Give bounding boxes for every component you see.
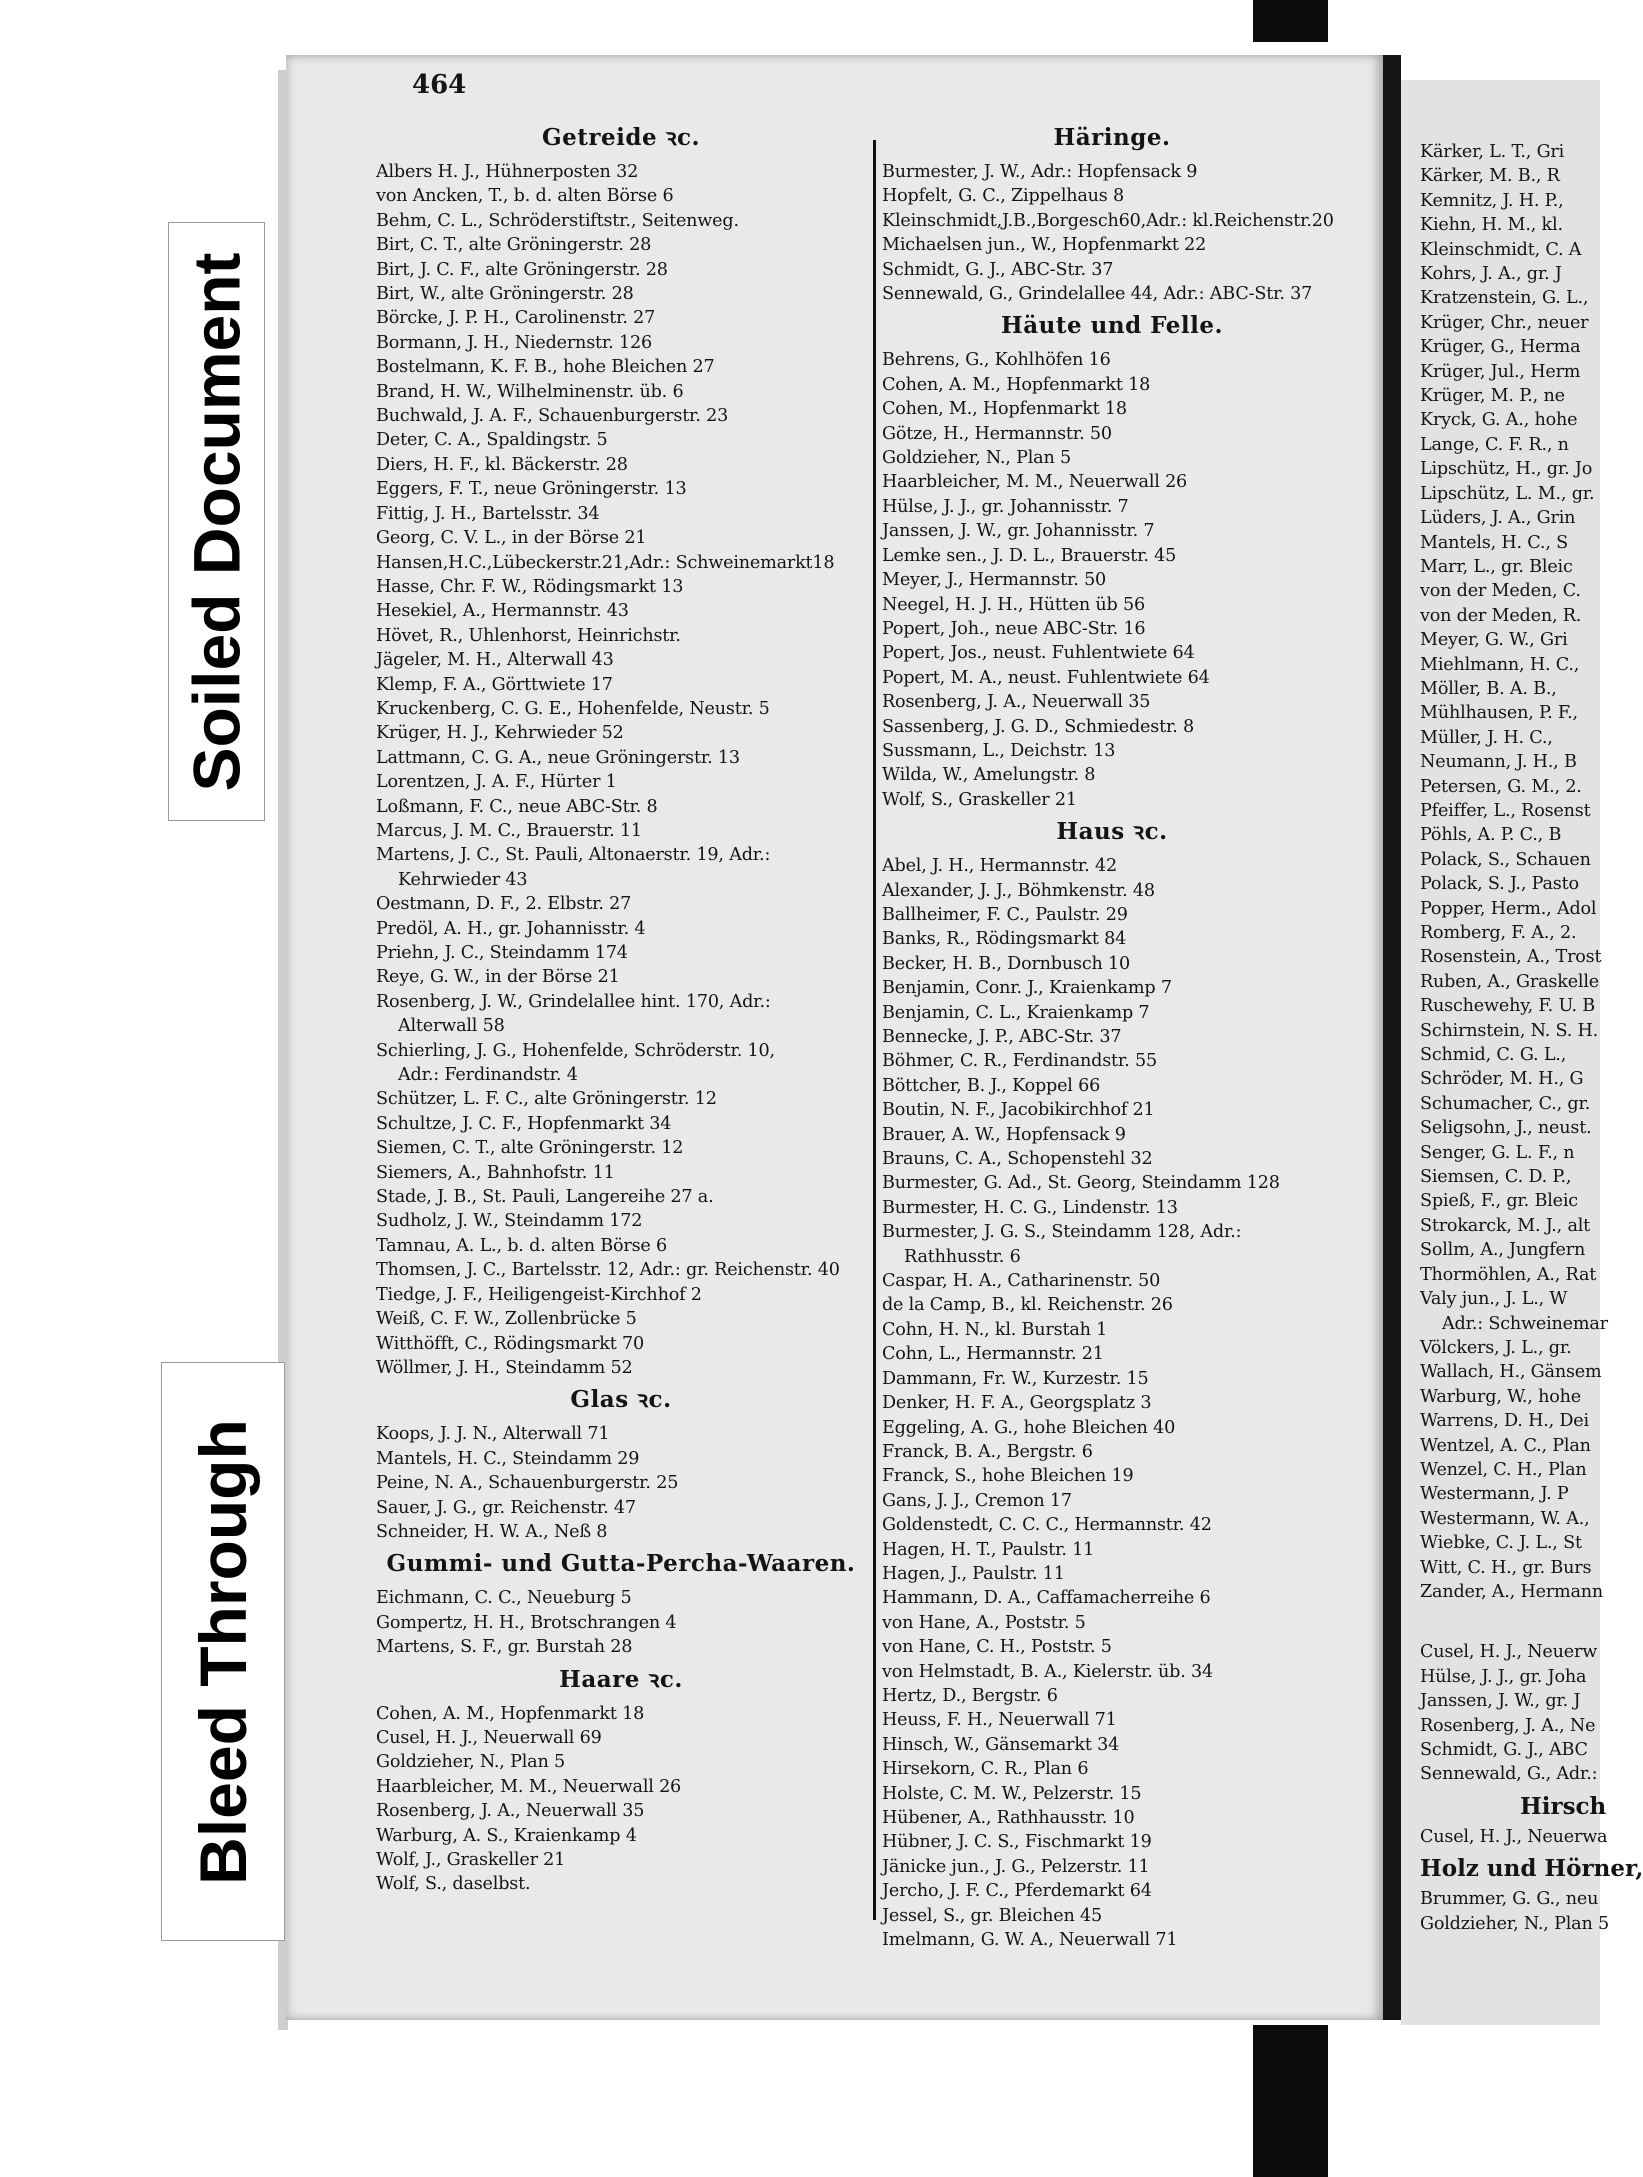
directory-entry: Krüger, H. J., Kehrwieder 52 xyxy=(376,723,624,744)
directory-entry: Caspar, H. A., Catharinenstr. 50 xyxy=(882,1271,1161,1292)
directory-entry: Valy jun., J. L., W xyxy=(1420,1289,1568,1310)
directory-entry: Bormann, J. H., Niedernstr. 126 xyxy=(376,332,652,353)
directory-entry: Mantels, H. C., Steindamm 29 xyxy=(376,1448,640,1469)
directory-entry: Hövet, R., Uhlenhorst, Heinrichstr. xyxy=(376,625,681,646)
directory-entry: von der Meden, R. xyxy=(1420,605,1582,626)
directory-entry: Hinsch, W., Gänsemarkt 34 xyxy=(882,1734,1120,1755)
directory-entry: Peine, N. A., Schauenburgerstr. 25 xyxy=(376,1473,679,1494)
directory-entry: Müller, J. H. C., xyxy=(1420,727,1553,748)
directory-entry: Janssen, J. W., gr. J xyxy=(1420,1691,1581,1712)
directory-entry: von Helmstadt, B. A., Kielerstr. üb. 34 xyxy=(882,1661,1213,1682)
section-heading: Haus ꝛc. xyxy=(1056,818,1168,846)
directory-entry: Predöl, A. H., gr. Johannisstr. 4 xyxy=(376,918,646,939)
directory-entry: Kiehn, H. M., kl. xyxy=(1420,215,1563,236)
directory-entry: Wolf, S., daselbst. xyxy=(376,1874,531,1895)
directory-entry: Brummer, G. G., neu xyxy=(1420,1889,1599,1910)
directory-entry: Klemp, F. A., Görttwiete 17 xyxy=(376,674,613,695)
column-divider xyxy=(873,140,876,1920)
directory-entry: Neegel, H. J. H., Hütten üb 56 xyxy=(882,594,1145,615)
directory-entry: Wöllmer, J. H., Steindamm 52 xyxy=(376,1357,633,1378)
directory-entry: Haarbleicher, M. M., Neuerwall 26 xyxy=(882,472,1188,493)
directory-entry: Sassenberg, J. G. D., Schmiedestr. 8 xyxy=(882,716,1195,737)
directory-entry: Schmidt, G. J., ABC-Str. 37 xyxy=(882,259,1114,280)
directory-entry: Rathhusstr. 6 xyxy=(904,1246,1021,1267)
directory-entry: Hübner, J. C. S., Fischmarkt 19 xyxy=(882,1832,1152,1853)
directory-entry: von Ancken, T., b. d. alten Börse 6 xyxy=(376,186,674,207)
directory-entry: Cusel, H. J., Neuerw xyxy=(1420,1642,1598,1663)
directory-entry: Burmester, G. Ad., St. Georg, Steindamm 128 xyxy=(882,1173,1280,1194)
directory-entry: Siemen, C. T., alte Gröningerstr. 12 xyxy=(376,1138,684,1159)
directory-entry: Reye, G. W., in der Börse 21 xyxy=(376,967,620,988)
directory-entry: Witthöfft, C., Rödingsmarkt 70 xyxy=(376,1333,645,1354)
directory-entry: Pöhls, A. P. C., B xyxy=(1420,825,1562,846)
directory-entry: Spieß, F., gr. Bleic xyxy=(1420,1191,1578,1212)
directory-entry: Schützer, L. F. C., alte Gröningerstr. 12 xyxy=(376,1089,717,1110)
directory-entry: Pfeiffer, L., Rosenst xyxy=(1420,800,1591,821)
directory-entry: Marr, L., gr. Bleic xyxy=(1420,556,1573,577)
directory-entry: Popert, Jos., neust. Fuhlentwiete 64 xyxy=(882,643,1195,664)
directory-entry: Schultze, J. C. F., Hopfenmarkt 34 xyxy=(376,1113,672,1134)
directory-entry: Michaelsen jun., W., Hopfenmarkt 22 xyxy=(882,235,1207,256)
directory-entry: Kohrs, J. A., gr. J xyxy=(1420,264,1562,285)
directory-entry: Götze, H., Hermannstr. 50 xyxy=(882,423,1112,444)
directory-entry: Kratzenstein, G. L., xyxy=(1420,288,1589,309)
directory-entry: Wilda, W., Amelungstr. 8 xyxy=(882,765,1096,786)
section-heading: Getreide ꝛc. xyxy=(541,124,701,151)
directory-entry: Warrens, D. H., Dei xyxy=(1420,1411,1589,1432)
directory-entry: Krüger, M. P., ne xyxy=(1420,386,1565,407)
directory-entry: Lange, C. F. R., n xyxy=(1420,434,1569,455)
directory-entry: Möller, B. A. B., xyxy=(1420,678,1557,699)
directory-entry: Franck, B. A., Bergstr. 6 xyxy=(882,1441,1093,1462)
directory-entry: Franck, S., hohe Bleichen 19 xyxy=(882,1466,1134,1487)
directory-entry: Neumann, J. H., B xyxy=(1420,752,1577,773)
directory-entry: Böttcher, B. J., Koppel 66 xyxy=(882,1075,1101,1096)
directory-entry: Hagen, H. T., Paulstr. 11 xyxy=(882,1539,1095,1560)
directory-entry: Kleinschmidt,J.B.,Borgesch60,Adr.: kl.Reichenstr.20 xyxy=(882,210,1334,231)
directory-entry: de la Camp, B., kl. Reichenstr. 26 xyxy=(882,1295,1173,1316)
directory-entry: Rosenberg, J. A., Ne xyxy=(1420,1715,1596,1736)
directory-entry: Rosenstein, A., Trost xyxy=(1420,947,1602,968)
directory-entry: Böhmer, C. R., Ferdinandstr. 55 xyxy=(882,1051,1157,1072)
directory-entry: Wenzel, C. H., Plan xyxy=(1420,1459,1587,1480)
directory-entry: Ballheimer, F. C., Paulstr. 29 xyxy=(882,904,1128,925)
directory-entry: Deter, C. A., Spaldingstr. 5 xyxy=(376,430,608,451)
directory-entry: Hesekiel, A., Hermannstr. 43 xyxy=(376,601,629,622)
directory-entry: Hülse, J. J., gr. Joha xyxy=(1420,1666,1587,1687)
directory-entry: Jessel, S., gr. Bleichen 45 xyxy=(882,1905,1102,1926)
directory-entry: Polack, S., Schauen xyxy=(1420,849,1591,870)
directory-entry: Warburg, W., hohe xyxy=(1420,1386,1581,1407)
directory-entry: Sennewald, G., Adr.: xyxy=(1420,1764,1598,1785)
directory-entry: Siemsen, C. D. P., xyxy=(1420,1167,1572,1188)
directory-entry: Schirnstein, N. S. H. xyxy=(1420,1020,1599,1041)
section-heading: Hirsch xyxy=(1520,1792,1607,1820)
directory-entry: Goldzieher, N., Plan 5 xyxy=(882,448,1071,469)
directory-entry: Brauns, C. A., Schopenstehl 32 xyxy=(882,1149,1153,1170)
directory-entry: Rosenberg, J. A., Neuerwall 35 xyxy=(376,1801,645,1822)
directory-entry: Hammann, D. A., Caffamacherreihe 6 xyxy=(882,1588,1211,1609)
directory-entry: Lipschütz, H., gr. Jo xyxy=(1420,459,1593,480)
directory-entry: Priehn, J. C., Steindamm 174 xyxy=(376,943,628,963)
section-heading: Häringe. xyxy=(1053,124,1171,151)
directory-entry: Lorentzen, J. A. F., Hürter 1 xyxy=(376,772,617,793)
directory-entry: Cohen, A. M., Hopfenmarkt 18 xyxy=(882,374,1151,395)
directory-entry: Benjamin, Conr. J., Kraienkamp 7 xyxy=(882,978,1172,999)
directory-entry: Krüger, Jul., Herm xyxy=(1420,361,1581,382)
directory-entry: Janssen, J. W., gr. Johannisstr. 7 xyxy=(882,521,1155,542)
directory-entry: Hansen,H.C.,Lübeckerstr.21,Adr.: Schweinemarkt18 xyxy=(376,552,835,573)
directory-entry: Imelmann, G. W. A., Neuerwall 71 xyxy=(882,1930,1178,1951)
section-heading: Glas ꝛc. xyxy=(570,1386,672,1414)
directory-entry: Krüger, G., Herma xyxy=(1420,337,1581,358)
directory-entry: Alterwall 58 xyxy=(398,1016,505,1037)
directory-entry: Lemke sen., J. D. L., Brauerstr. 45 xyxy=(882,545,1177,566)
directory-entry: Schneider, H. W. A., Neß 8 xyxy=(376,1521,608,1542)
directory-entry: von Hane, A., Poststr. 5 xyxy=(882,1612,1086,1633)
directory-entry: Kryck, G. A., hohe xyxy=(1420,410,1578,431)
directory-entry: Loßmann, F. C., neue ABC-Str. 8 xyxy=(376,796,658,817)
directory-entry: Kruckenberg, C. G. E., Hohenfelde, Neustr. 5 xyxy=(376,698,770,719)
directory-entry: Warburg, A. S., Kraienkamp 4 xyxy=(376,1825,637,1846)
directory-entry: Sudholz, J. W., Steindamm 172 xyxy=(376,1211,643,1232)
directory-entry: Denker, H. F. A., Georgsplatz 3 xyxy=(882,1393,1152,1414)
directory-entry: Wallach, H., Gänsem xyxy=(1420,1362,1602,1383)
directory-entry: Banks, R., Rödingsmarkt 84 xyxy=(882,929,1127,950)
directory-entry: Senger, G. L. F., n xyxy=(1420,1142,1575,1163)
directory-entry: Hertz, D., Bergstr. 6 xyxy=(882,1685,1058,1706)
directory-entry: Hirsekorn, C. R., Plan 6 xyxy=(882,1759,1089,1780)
directory-entry: Meyer, G. W., Gri xyxy=(1420,630,1568,651)
directory-entry: Eichmann, C. C., Neueburg 5 xyxy=(376,1588,632,1609)
directory-entry: Wolf, J., Graskeller 21 xyxy=(376,1850,566,1870)
directory-entry: Burmester, J. G. S., Steindamm 128, Adr.: xyxy=(882,1222,1242,1243)
book-gutter xyxy=(1383,55,1401,2020)
section-gap xyxy=(1420,1604,1600,1640)
scan-edge-top xyxy=(1253,0,1328,42)
section-heading: Haare ꝛc. xyxy=(559,1665,683,1693)
directory-entry: Popert, Joh., neue ABC-Str. 16 xyxy=(882,618,1146,639)
directory-entry: von der Meden, C. xyxy=(1420,581,1581,602)
directory-entry: Kärker, M. B., R xyxy=(1420,166,1560,187)
directory-entry: Goldzieher, N., Plan 5 xyxy=(1420,1913,1609,1934)
directory-entry: Oestmann, D. F., 2. Elbstr. 27 xyxy=(376,894,632,915)
directory-entry: Thomsen, J. C., Bartelsstr. 12, Adr.: gr. Reichenstr. 40 xyxy=(376,1260,840,1281)
directory-entry: Rosenberg, J. A., Neuerwall 35 xyxy=(882,692,1151,713)
directory-entry: Krüger, Chr., neuer xyxy=(1420,312,1589,333)
directory-entry: Birt, C. T., alte Gröningerstr. 28 xyxy=(376,235,652,256)
directory-entry: Brand, H. W., Wilhelminenstr. üb. 6 xyxy=(376,381,684,402)
directory-entry: Adr.: Schweinemar xyxy=(1442,1313,1608,1334)
directory-entry: Goldenstedt, C. C. C., Hermannstr. 42 xyxy=(882,1515,1212,1536)
directory-entry: Holste, C. M. W., Pelzerstr. 15 xyxy=(882,1783,1142,1804)
directory-entry: Cohn, L., Hermannstr. 21 xyxy=(882,1344,1104,1365)
directory-entry: Buchwald, J. A. F., Schauenburgerstr. 23 xyxy=(376,406,729,427)
directory-entry: Kleinschmidt, C. A xyxy=(1420,239,1582,260)
directory-entry: Mantels, H. C., S xyxy=(1420,532,1568,553)
directory-entry: Mühlhausen, P. F., xyxy=(1420,703,1578,724)
directory-entry: Burmester, J. W., Adr.: Hopfensack 9 xyxy=(882,162,1198,182)
directory-entry: Lattmann, C. G. A., neue Gröningerstr. 13 xyxy=(376,747,740,768)
column-right-facing xyxy=(1420,140,1643,1936)
directory-entry: Romberg, F. A., 2. xyxy=(1420,923,1577,943)
section-heading: Holz und Hörner, xyxy=(1420,1855,1643,1883)
directory-entry: Strokarck, M. J., alt xyxy=(1420,1215,1591,1236)
directory-entry: Wolf, S., Graskeller 21 xyxy=(882,789,1077,810)
directory-entry: Stade, J. B., St. Pauli, Langereihe 27 a. xyxy=(376,1187,714,1208)
directory-entry: Hübener, A., Rathhausstr. 10 xyxy=(882,1808,1135,1828)
directory-entry: Sennewald, G., Grindelallee 44, Adr.: ABC-Str. 37 xyxy=(882,284,1313,305)
directory-entry: Jänicke jun., J. G., Pelzerstr. 11 xyxy=(882,1856,1150,1877)
column-left xyxy=(376,118,866,1897)
directory-entry: Miehlmann, H. C., xyxy=(1420,654,1580,675)
directory-entry: Boutin, N. F., Jacobikirchhof 21 xyxy=(882,1100,1155,1121)
directory-entry: Thormöhlen, A., Rat xyxy=(1420,1264,1597,1285)
directory-entry: Sauer, J. G., gr. Reichenstr. 47 xyxy=(376,1497,636,1518)
section-heading: Gummi- und Gutta-Percha-Waaren. xyxy=(386,1550,856,1578)
directory-entry: Cohen, M., Hopfenmarkt 18 xyxy=(882,399,1127,420)
directory-entry: Schmid, C. G. L., xyxy=(1420,1045,1567,1066)
directory-entry: Schröder, M. H., G xyxy=(1420,1069,1584,1090)
directory-entry: Kehrwieder 43 xyxy=(398,869,528,890)
directory-entry: Siemers, A., Bahnhofstr. 11 xyxy=(376,1162,615,1183)
column-middle xyxy=(882,118,1342,1952)
directory-entry: Seligsohn, J., neust. xyxy=(1420,1118,1592,1139)
directory-entry: Sussmann, L., Deichstr. 13 xyxy=(882,740,1116,761)
directory-entry: Cohn, H. N., kl. Burstah 1 xyxy=(882,1319,1108,1340)
directory-entry: Martens, S. F., gr. Burstah 28 xyxy=(376,1637,633,1658)
directory-entry: Bostelmann, K. F. B., hohe Bleichen 27 xyxy=(376,357,715,378)
directory-entry: von Hane, C. H., Poststr. 5 xyxy=(882,1637,1112,1658)
directory-entry: Gans, J. J., Cremon 17 xyxy=(882,1490,1072,1511)
directory-entry: Alexander, J. J., Böhmkenstr. 48 xyxy=(882,880,1155,901)
directory-entry: Hagen, J., Paulstr. 11 xyxy=(882,1563,1065,1584)
directory-entry: Cusel, H. J., Neuerwa xyxy=(1420,1826,1608,1847)
directory-entry: Dammann, Fr. W., Kurzestr. 15 xyxy=(882,1368,1149,1389)
directory-entry: Schmidt, G. J., ABC xyxy=(1420,1740,1588,1760)
directory-entry: Becker, H. B., Dornbusch 10 xyxy=(882,953,1130,974)
directory-entry: Behrens, G., Kohlhöfen 16 xyxy=(882,350,1111,371)
page-number: 464 xyxy=(412,70,467,100)
directory-entry: Bennecke, J. P., ABC-Str. 37 xyxy=(882,1027,1122,1047)
directory-entry: Albers H. J., Hühnerposten 32 xyxy=(376,162,639,182)
directory-entry: Jägeler, M. H., Alterwall 43 xyxy=(376,650,614,671)
directory-entry: Brauer, A. W., Hopfensack 9 xyxy=(882,1124,1126,1145)
scan-edge-bottom xyxy=(1253,2025,1328,2177)
directory-entry: Cusel, H. J., Neuerwall 69 xyxy=(376,1727,602,1748)
directory-entry: Sollm, A., Jungfern xyxy=(1420,1240,1586,1261)
directory-entry: Birt, J. C. F., alte Gröningerstr. 28 xyxy=(376,259,668,280)
directory-entry: Polack, S. J., Pasto xyxy=(1420,874,1579,895)
directory-entry: Fittig, J. H., Bartelsstr. 34 xyxy=(376,503,600,524)
directory-entry: Meyer, J., Hermannstr. 50 xyxy=(882,570,1107,591)
directory-entry: Westermann, J. P xyxy=(1420,1484,1569,1505)
bleed-through-text: Bleed Through xyxy=(186,1418,260,1885)
bleed-through-label xyxy=(161,1362,285,1941)
directory-entry: Heuss, F. H., Neuerwall 71 xyxy=(882,1710,1117,1731)
directory-entry: Koops, J. J. N., Alterwall 71 xyxy=(376,1424,610,1445)
directory-entry: Hopfelt, G. C., Zippelhaus 8 xyxy=(882,186,1125,207)
directory-entry: Schumacher, C., gr. xyxy=(1420,1093,1591,1114)
directory-entry: Schierling, J. G., Hohenfelde, Schröderstr. 10, xyxy=(376,1040,775,1061)
directory-entry: Behm, C. L., Schröderstiftstr., Seitenweg. xyxy=(376,210,739,231)
soiled-document-label xyxy=(168,222,265,821)
directory-entry: Marcus, J. M. C., Brauerstr. 11 xyxy=(376,820,642,841)
directory-entry: Tamnau, A. L., b. d. alten Börse 6 xyxy=(376,1235,668,1256)
directory-entry: Westermann, W. A., xyxy=(1420,1508,1590,1529)
directory-entry: Diers, H. F., kl. Bäckerstr. 28 xyxy=(376,454,628,475)
directory-entry: Eggeling, A. G., hohe Bleichen 40 xyxy=(882,1417,1176,1438)
directory-entry: Ruschewehy, F. U. B xyxy=(1420,996,1595,1017)
directory-entry: Birt, W., alte Gröningerstr. 28 xyxy=(376,284,634,305)
directory-entry: Wentzel, A. C., Plan xyxy=(1420,1435,1591,1456)
directory-entry: Benjamin, C. L., Kraienkamp 7 xyxy=(882,1002,1150,1023)
directory-entry: Ruben, A., Graskelle xyxy=(1420,971,1599,992)
directory-entry: Wiebke, C. J. L., St xyxy=(1420,1533,1582,1554)
directory-entry: Georg, C. V. L., in der Börse 21 xyxy=(376,528,647,549)
directory-entry: Lipschütz, L. M., gr. xyxy=(1420,483,1595,504)
directory-entry: Witt, C. H., gr. Burs xyxy=(1420,1557,1592,1578)
directory-entry: Kemnitz, J. H. P., xyxy=(1420,190,1564,211)
directory-entry: Lüders, J. A., Grin xyxy=(1420,508,1576,529)
directory-entry: Völckers, J. L., gr. xyxy=(1420,1337,1572,1358)
directory-entry: Hasse, Chr. F. W., Rödingsmarkt 13 xyxy=(376,576,684,597)
section-heading: Häute und Felle. xyxy=(1001,312,1223,340)
directory-entry: Tiedge, J. F., Heiligengeist-Kirchhof 2 xyxy=(376,1284,702,1305)
directory-entry: Kärker, L. T., Gri xyxy=(1420,142,1565,162)
directory-entry: Goldzieher, N., Plan 5 xyxy=(376,1752,565,1773)
directory-entry: Eggers, F. T., neue Gröningerstr. 13 xyxy=(376,479,687,500)
directory-entry: Abel, J. H., Hermannstr. 42 xyxy=(882,856,1117,877)
directory-entry: Gompertz, H. H., Brotschrangen 4 xyxy=(376,1612,677,1633)
directory-entry: Haarbleicher, M. M., Neuerwall 26 xyxy=(376,1776,682,1797)
directory-entry: Popper, Herm., Adol xyxy=(1420,898,1597,919)
directory-entry: Adr.: Ferdinandstr. 4 xyxy=(398,1065,578,1086)
directory-entry: Börcke, J. P. H., Carolinenstr. 27 xyxy=(376,308,656,329)
directory-entry: Weiß, C. F. W., Zollenbrücke 5 xyxy=(376,1309,637,1330)
soiled-document-text: Soiled Document xyxy=(179,251,254,792)
directory-entry: Martens, J. C., St. Pauli, Altonaerstr. 19, Adr.: xyxy=(376,845,771,866)
directory-entry: Cohen, A. M., Hopfenmarkt 18 xyxy=(376,1703,645,1724)
directory-entry: Rosenberg, J. W., Grindelallee hint. 170, Adr.: xyxy=(376,991,771,1012)
directory-entry: Jercho, J. F. C., Pferdemarkt 64 xyxy=(882,1881,1152,1902)
directory-entry: Petersen, G. M., 2. xyxy=(1420,776,1582,797)
directory-entry: Zander, A., Hermann xyxy=(1420,1581,1604,1602)
directory-entry: Popert, M. A., neust. Fuhlentwiete 64 xyxy=(882,667,1210,688)
directory-entry: Burmester, H. C. G., Lindenstr. 13 xyxy=(882,1197,1178,1218)
directory-entry: Hülse, J. J., gr. Johannisstr. 7 xyxy=(882,496,1129,517)
